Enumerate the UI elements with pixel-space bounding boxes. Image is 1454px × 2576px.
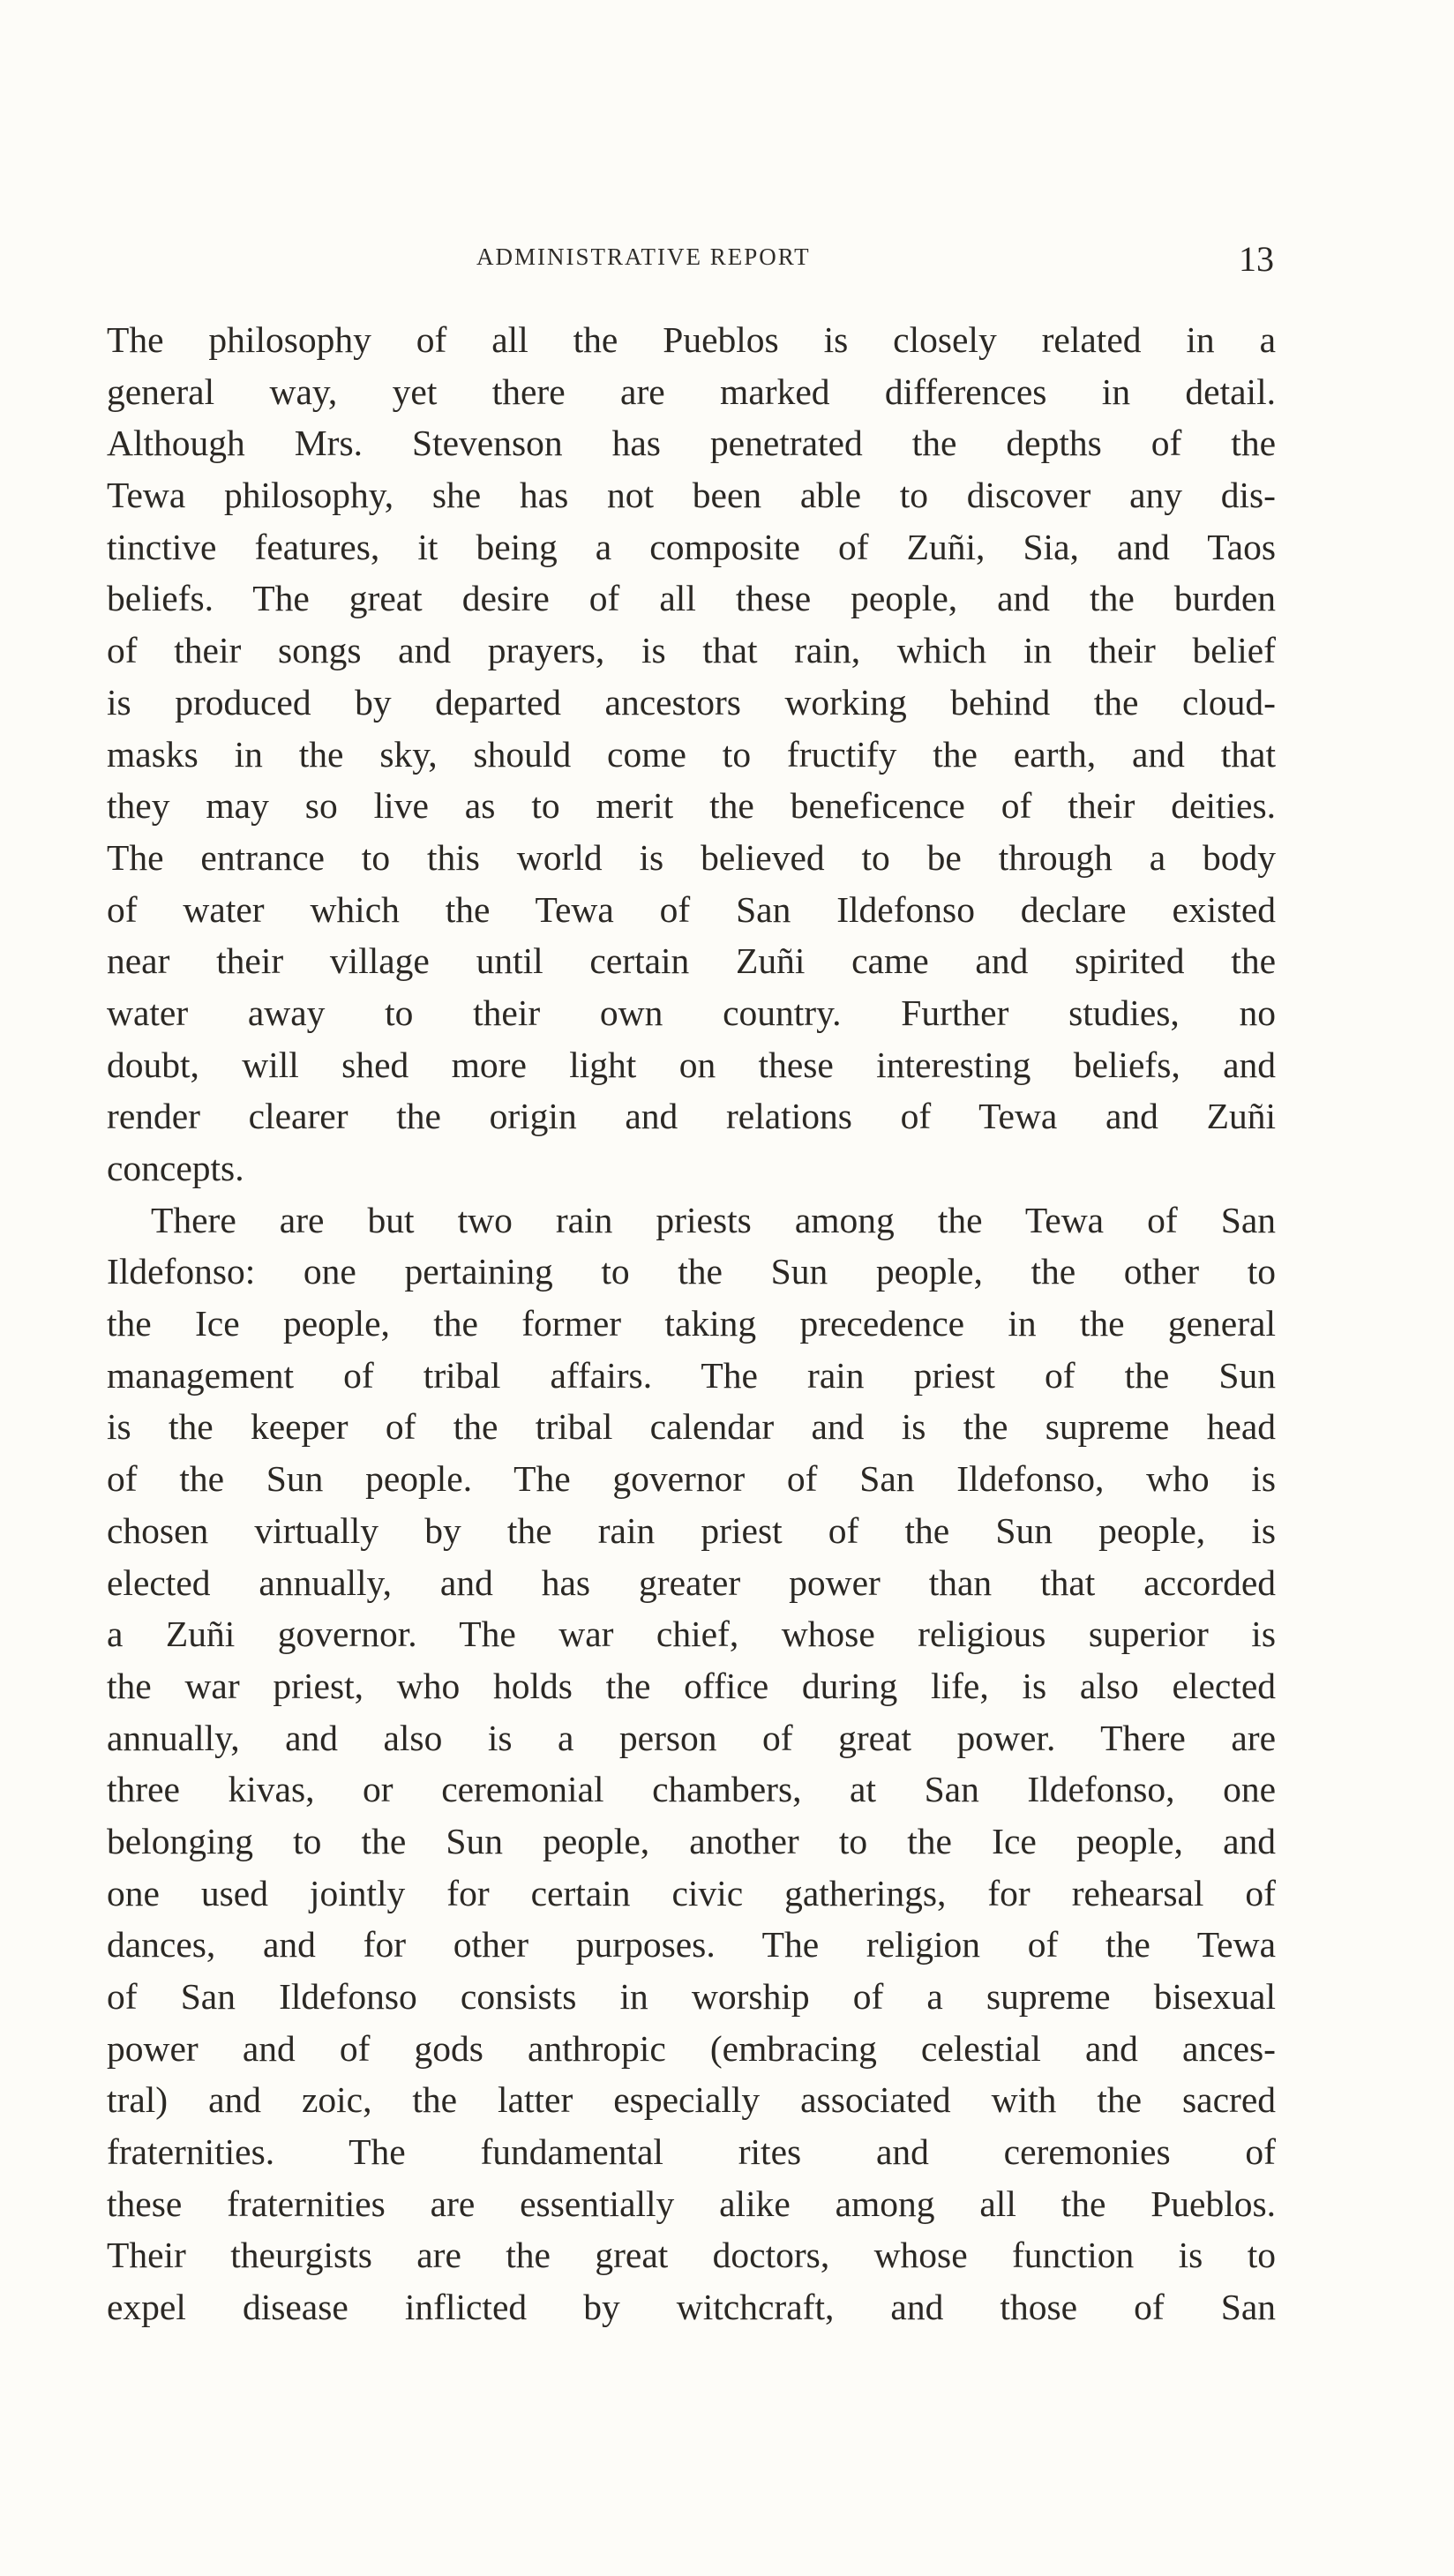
- text-line: general way, yet there are marked differences in detail.: [107, 371, 1276, 412]
- text-line: is the keeper of the tribal calendar and is the supreme head: [107, 1406, 1276, 1448]
- text-line: The philosophy of all the Pueblos is closely related in a: [107, 319, 1276, 360]
- text-line: render clearer the origin and relations of Tewa and Zuñi: [107, 1096, 1276, 1137]
- text-line: annually, and also is a person of great power. There are: [107, 1717, 1276, 1758]
- text-line: dances, and for other purposes. The religion of the Tewa: [107, 1924, 1276, 1966]
- running-title: ADMINISTRATIVE REPORT: [476, 243, 811, 270]
- page-number: 13: [1239, 239, 1274, 279]
- page-header: [0, 238, 1454, 282]
- text-line: water away to their own country. Further studies, no: [107, 992, 1276, 1033]
- text-line: of the Sun people. The governor of San Ildefonso, who is: [107, 1458, 1276, 1500]
- text-line: Tewa philosophy, she has not been able to discover any dis-: [107, 475, 1276, 516]
- text-line: of their songs and prayers, is that rain, which in their belief: [107, 630, 1276, 671]
- text-line: masks in the sky, should come to fructify the earth, and that: [107, 733, 1276, 775]
- text-line: elected annually, and has greater power than that accorded: [107, 1561, 1276, 1603]
- text-line: expel disease inflicted by witchcraft, and those of San: [107, 2287, 1276, 2328]
- text-line: one used jointly for certain civic gatherings, for rehearsal of: [107, 1872, 1276, 1913]
- text-line: doubt, will shed more light on these interesting beliefs, and: [107, 1044, 1276, 1085]
- text-line: tinctive features, it being a composite of Zuñi, Sia, and Taos: [107, 526, 1276, 567]
- text-line: power and of gods anthropic (embracing celestial and ances-: [107, 2027, 1276, 2069]
- paragraph: [107, 1194, 1276, 2333]
- text-line: concepts.: [107, 1148, 244, 1188]
- text-line: Their theurgists are the great doctors, whose function is to: [107, 2235, 1276, 2276]
- text-line: these fraternities are essentially alike among all the Pueblos.: [107, 2183, 1276, 2224]
- paragraph: [107, 314, 1276, 1194]
- text-line: is produced by departed ancestors working behind the cloud-: [107, 681, 1276, 723]
- text-line: management of tribal affairs. The rain priest of the Sun: [107, 1354, 1276, 1396]
- text-line: the Ice people, the former taking precedence in the general: [107, 1303, 1276, 1344]
- text-line: of San Ildefonso consists in worship of a supreme bisexual: [107, 1976, 1276, 2017]
- text-line: a Zuñi governor. The war chief, whose religious superior is: [107, 1614, 1276, 1655]
- text-line: The entrance to this world is believed to be through a body: [107, 836, 1276, 878]
- text-line: of water which the Tewa of San Ildefonso declare existed: [107, 888, 1276, 930]
- text-line: tral) and zoic, the latter especially associated with the sacred: [107, 2079, 1276, 2121]
- text-line: fraternities. The fundamental rites and ceremonies of: [107, 2131, 1276, 2173]
- text-line: chosen virtually by the rain priest of the Sun people, is: [107, 1509, 1276, 1551]
- text-line: they may so live as to merit the beneficence of their deities.: [107, 785, 1276, 827]
- text-line: Although Mrs. Stevenson has penetrated the depths of the: [107, 423, 1276, 464]
- text-line: beliefs. The great desire of all these people, and the burden: [107, 578, 1276, 619]
- text-line: the war priest, who holds the office during life, is also elected: [107, 1665, 1276, 1706]
- text-line: three kivas, or ceremonial chambers, at San Ildefonso, one: [107, 1769, 1276, 1810]
- text-line: Ildefonso: one pertaining to the Sun people, the other to: [107, 1251, 1276, 1292]
- text-line: near their village until certain Zuñi came and spirited the: [107, 940, 1276, 982]
- text-line: There are but two rain priests among the Tewa of San: [151, 1199, 1276, 1240]
- body-text: [107, 314, 1276, 2333]
- text-line: belonging to the Sun people, another to the Ice people, and: [107, 1820, 1276, 1861]
